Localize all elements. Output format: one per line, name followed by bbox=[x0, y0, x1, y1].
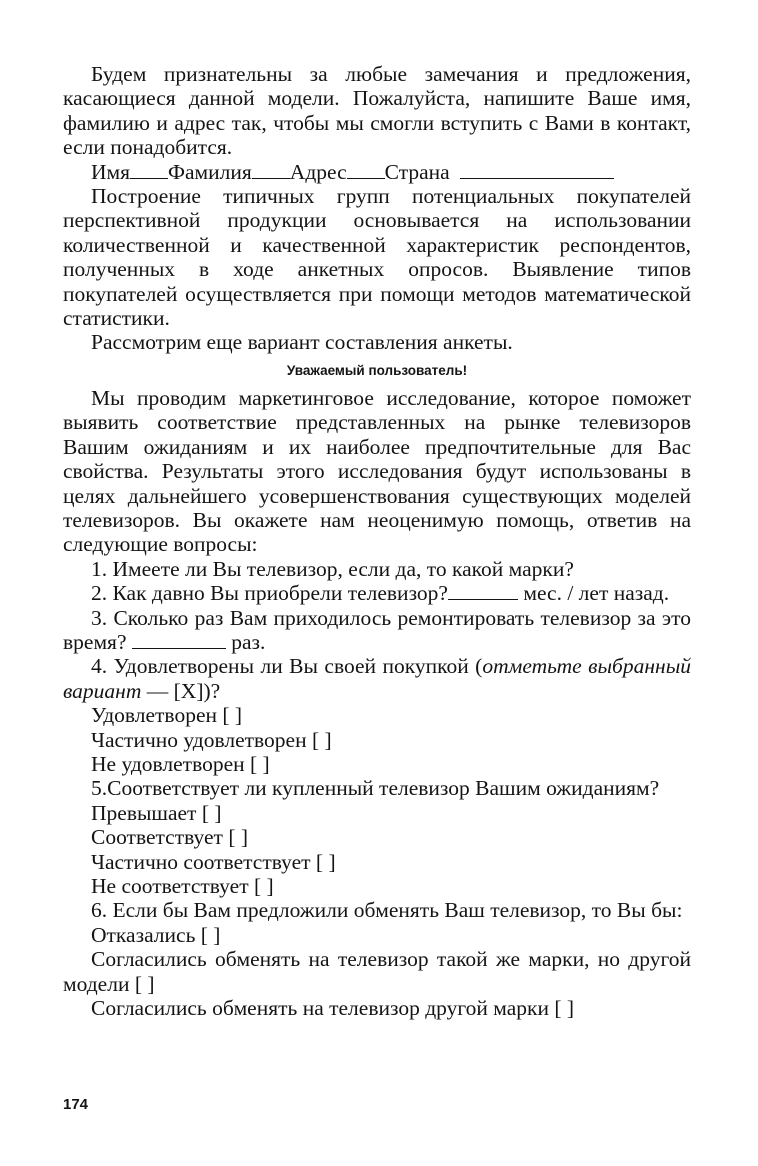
text-column bbox=[63, 62, 691, 1020]
name-blank bbox=[130, 163, 168, 179]
q4-option-partially-satisfied: Частично удовлетворен [ ] bbox=[91, 727, 332, 752]
q5-option-matches: Соответствует [ ] bbox=[91, 825, 249, 850]
question-2-blank bbox=[448, 584, 518, 600]
question-4 bbox=[63, 654, 691, 703]
address-label: Адрес bbox=[289, 159, 347, 184]
question-2-suffix: мес. / лет назад. bbox=[523, 581, 670, 606]
question-4-text: 4. Удовлетворены ли Вы своей покупкой ( bbox=[91, 654, 483, 679]
country-blank bbox=[460, 163, 614, 179]
question-4-instruction: отметьте выбранный вариант bbox=[63, 654, 692, 703]
question-3 bbox=[63, 606, 691, 655]
question-1: 1. Имеете ли Вы телевизор, если да, то какой марки? bbox=[91, 556, 574, 581]
q4-option-satisfied: Удовлетворен [ ] bbox=[91, 703, 243, 728]
question-2-text: 2. Как давно Вы приобрели телевизор? bbox=[91, 581, 448, 606]
q5-option-does-not-match: Не соответствует [ ] bbox=[91, 874, 274, 898]
q6-option-same-brand: Согласились обменять на телевизор такой же марки, но другой модели [ ] bbox=[63, 947, 691, 996]
surname-label: Фамилия bbox=[168, 159, 252, 184]
q4-option-not-satisfied: Не удовлетворен [ ] bbox=[91, 751, 270, 776]
questionnaire-heading: Уважаемый пользователь! bbox=[286, 362, 468, 378]
intro-paragraph: Будем признательны за любые замечания и предложения, касающиеся данной модели. Пожалуйста, напишите Ваше имя, фамилию и адрес так, чтобы мы смогли вступить с Вами в контакт, если понадобится. bbox=[63, 62, 691, 160]
contact-fields-line bbox=[63, 160, 691, 184]
questionnaire-intro: Мы проводим маркетинговое исследование, которое поможет выявить соответствие представленных на рынке телевизоров Вашим ожиданиям и их наиболее предпочтительные для Вас свойства. Результаты этого исследования будут использованы в целях дальнейшего усовершенствования существующих моделей телевизоров. Вы окажете нам неоценимую помощь, ответив на следующие вопросы: bbox=[63, 385, 691, 557]
address-blank bbox=[347, 163, 385, 179]
surname-blank bbox=[252, 163, 290, 179]
q6-option-refuse: Отказались [ ] bbox=[91, 922, 221, 947]
body-paragraph-1: Построение типичных групп потенциальных покупателей перспективной продукции основывается на использовании количественной и качественной характеристик респондентов, полученных в ходе анкетных опросов. Выявление типов покупателей осуществляется при помощи методов математической статистики. bbox=[63, 184, 691, 331]
question-5: 5.Соответствует ли купленный телевизор Вашим ожиданиям? bbox=[91, 776, 660, 801]
q5-option-partially-matches: Частично соответствует [ ] bbox=[91, 849, 336, 874]
question-3-suffix: раз. bbox=[231, 629, 266, 654]
name-label: Имя bbox=[91, 159, 131, 184]
page-number: 174 bbox=[63, 1096, 89, 1113]
question-2 bbox=[63, 581, 691, 605]
country-label: Страна bbox=[384, 159, 450, 184]
body-paragraph-2: Рассмотрим еще вариант составления анкеты. bbox=[91, 330, 513, 355]
question-4-suffix: — [X])? bbox=[141, 678, 221, 703]
q6-option-other-brand: Согласились обменять на телевизор другой марки [ ] bbox=[91, 996, 575, 1021]
question-3-blank bbox=[132, 633, 226, 649]
question-3-text: 3. Сколько раз Вам приходилось ремонтировать телевизор за это время? bbox=[63, 605, 691, 654]
q5-option-exceeds: Превышает [ ] bbox=[91, 800, 222, 825]
question-6: 6. Если бы Вам предложили обменять Ваш телевизор, то Вы бы: bbox=[91, 898, 683, 923]
